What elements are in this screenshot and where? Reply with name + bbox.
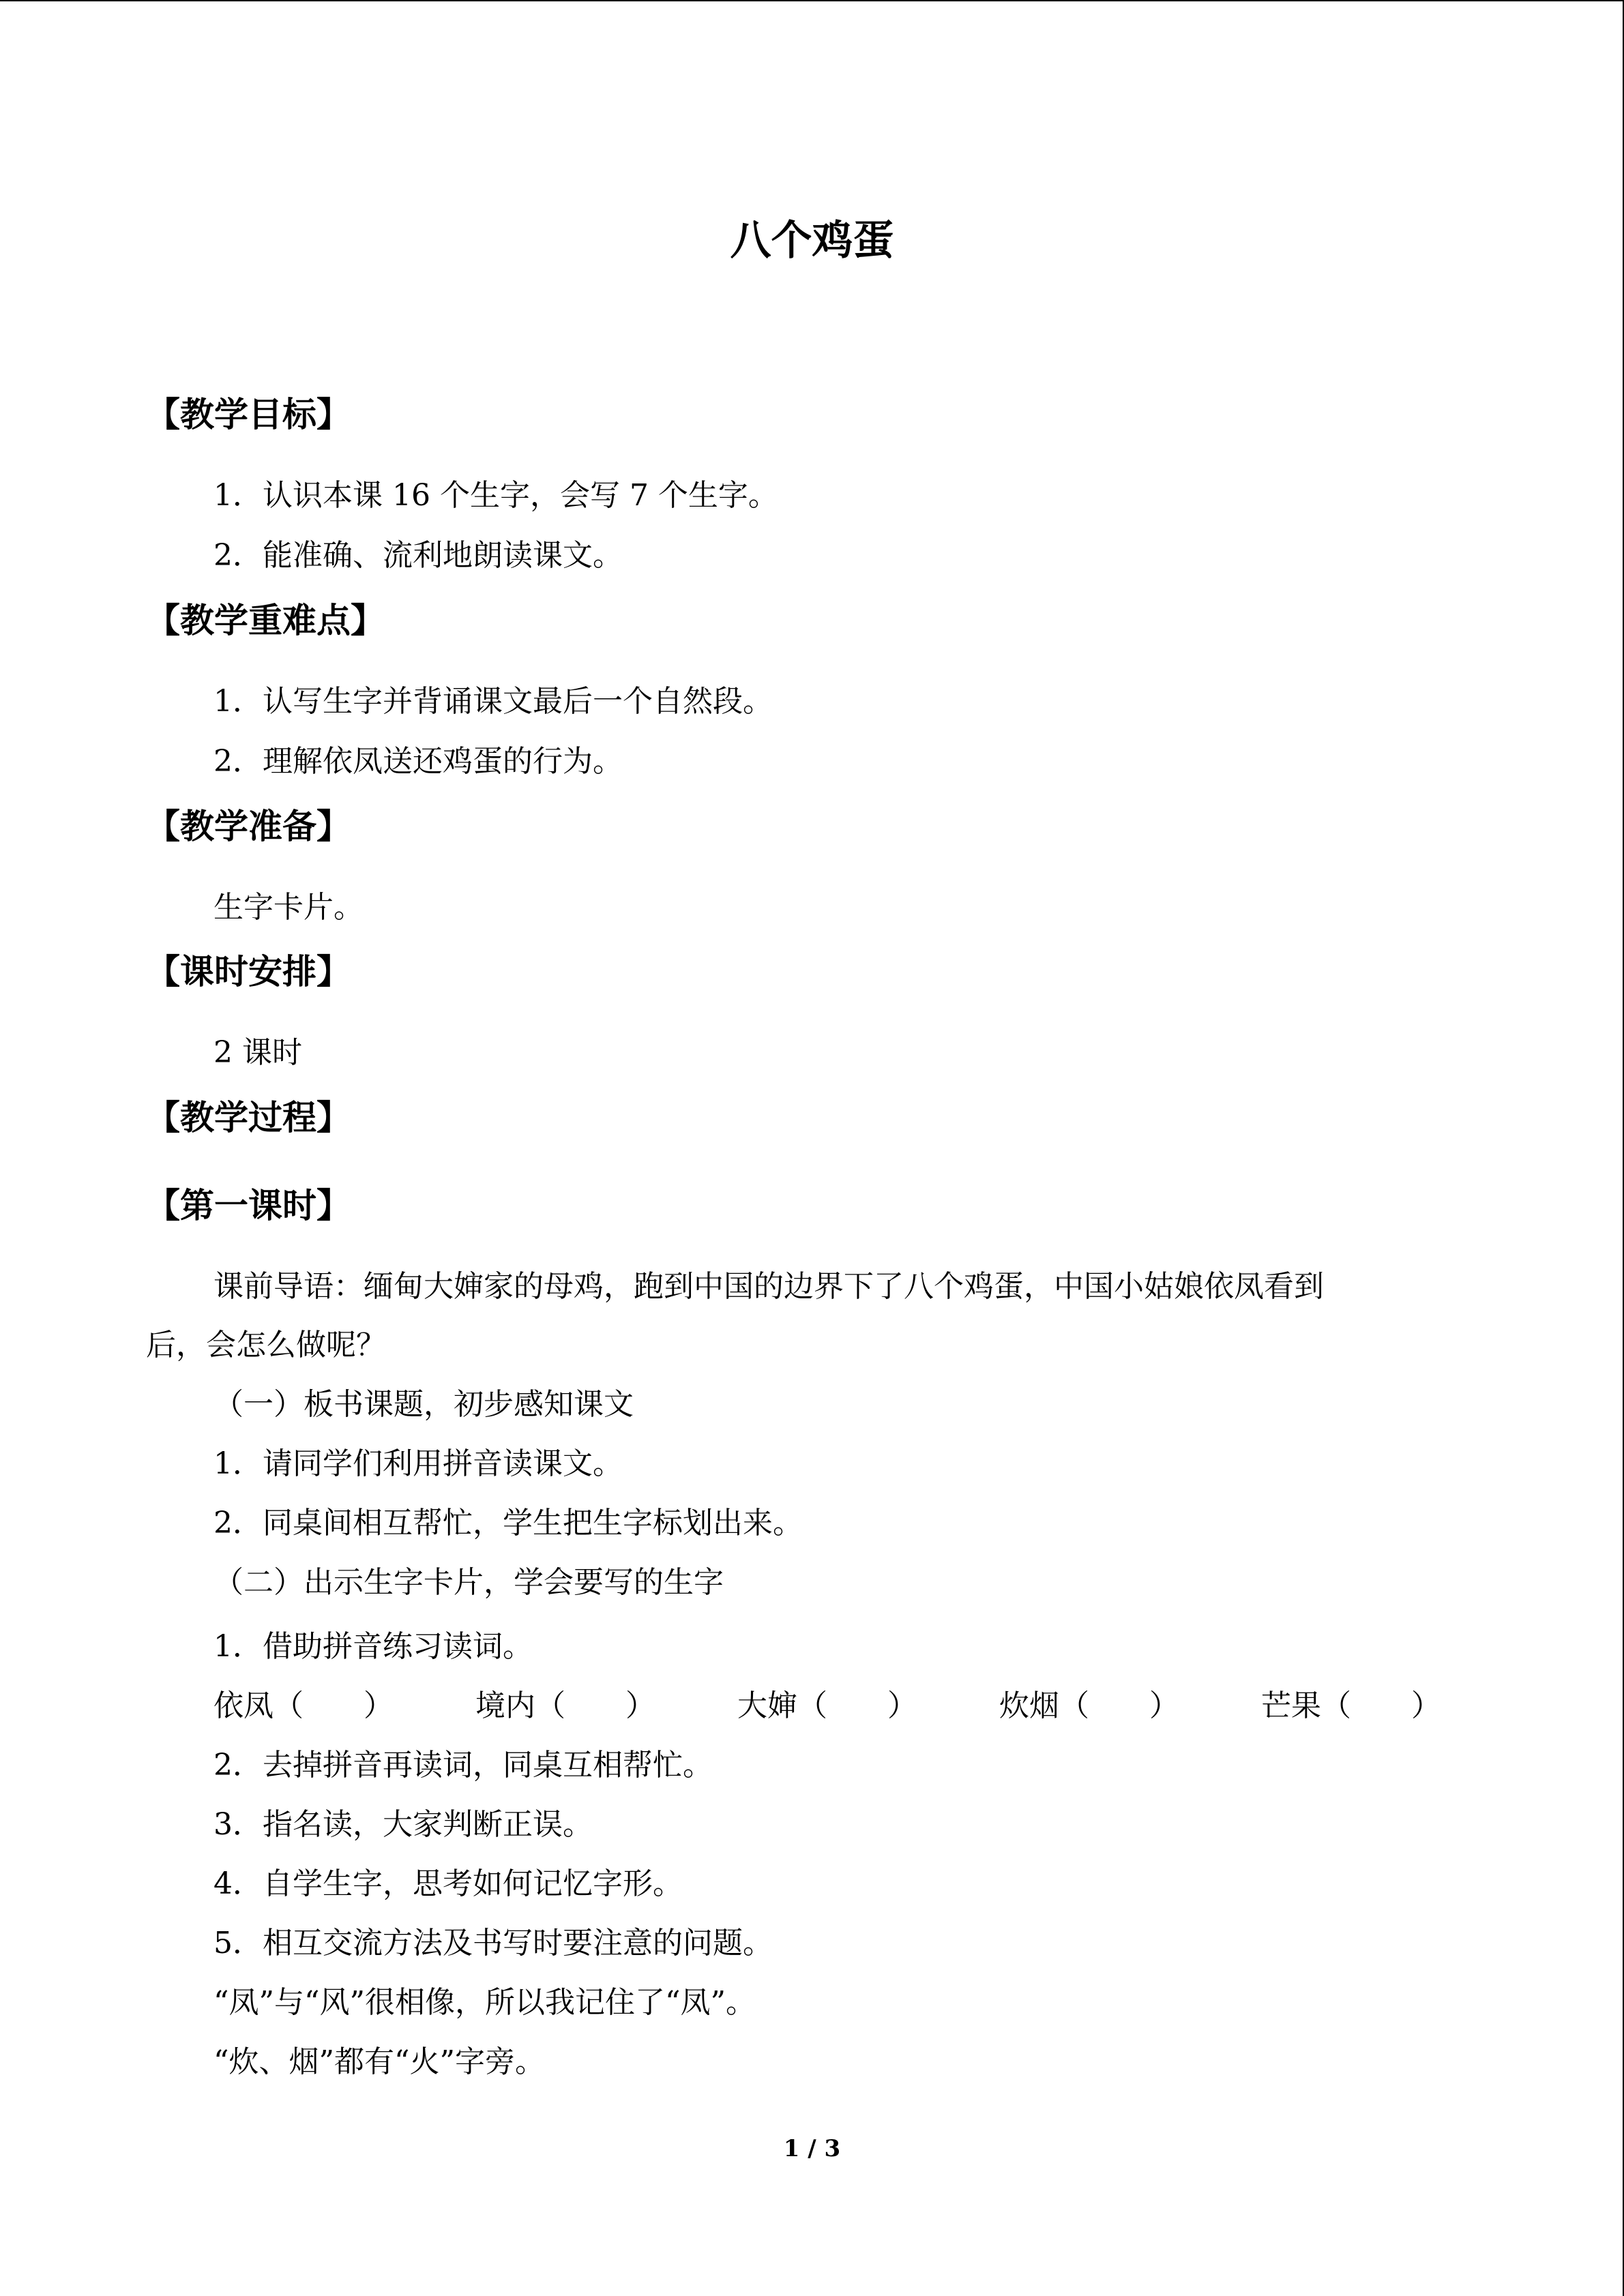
lesson1-part2-item-1: 1．借助拼音练习读词。 xyxy=(213,1629,533,1664)
vocab-item-2: 境内（ ） xyxy=(475,1688,655,1723)
heading-schedule: 【课时安排】 xyxy=(146,952,351,992)
vocab-row xyxy=(213,1684,1448,1728)
objective-item-1: 1．认识本课 16 个生字，会写 7 个生字。 xyxy=(213,478,778,513)
vocab-item-5: 芒果（ ） xyxy=(1261,1688,1441,1723)
objective-item-2: 2．能准确、流利地朗读课文。 xyxy=(213,538,623,573)
lesson1-part2-item-3: 3．指名读，大家判断正误。 xyxy=(213,1807,593,1842)
heading-process: 【教学过程】 xyxy=(146,1098,351,1137)
lesson1-part1-item-2: 2．同桌间相互帮忙，学生把生字标划出来。 xyxy=(213,1506,803,1540)
vocab-item-3: 大婶（ ） xyxy=(737,1688,917,1723)
lesson1-part2-title: （二）出示生字卡片，学会要写的生字 xyxy=(213,1565,724,1600)
schedule-text: 2 课时 xyxy=(213,1035,302,1070)
lesson1-part1-item-1: 1．请同学们利用拼音读课文。 xyxy=(213,1446,623,1481)
heading-lesson-1: 【第一课时】 xyxy=(146,1186,351,1225)
key-point-item-2: 2．理解依凤送还鸡蛋的行为。 xyxy=(213,744,623,779)
lesson1-note-2: “炊、烟”都有“火”字旁。 xyxy=(213,2044,545,2079)
heading-objectives: 【教学目标】 xyxy=(146,395,351,434)
lesson1-part2-item-2: 2．去掉拼音再读词，同桌互相帮忙。 xyxy=(213,1748,713,1783)
vocab-item-4: 炊烟（ ） xyxy=(999,1688,1179,1723)
page-title: 八个鸡蛋 xyxy=(730,217,894,265)
lesson1-part2-item-4: 4．自学生字，思考如何记忆字形。 xyxy=(213,1866,683,1901)
lesson1-intro-line-1: 课前导语：缅甸大婶家的母鸡，跑到中国的边界下了八个鸡蛋，中国小姑娘依凤看到 xyxy=(213,1269,1324,1304)
lesson1-part2-item-5: 5．相互交流方法及书写时要注意的问题。 xyxy=(213,1926,773,1960)
page-number: 1 / 3 xyxy=(783,2135,841,2162)
lesson1-part1-title: （一）板书课题，初步感知课文 xyxy=(213,1387,634,1422)
heading-preparation: 【教学准备】 xyxy=(146,807,351,846)
vocab-item-1: 依凤（ ） xyxy=(213,1688,394,1723)
preparation-text: 生字卡片。 xyxy=(213,890,364,925)
lesson1-intro-line-2: 后，会怎么做呢？ xyxy=(146,1328,386,1362)
key-point-item-1: 1．认写生字并背诵课文最后一个自然段。 xyxy=(213,684,773,719)
heading-key-points: 【教学重难点】 xyxy=(146,601,385,640)
lesson1-note-1: “凤”与“风”很相像，所以我记住了“凤”。 xyxy=(213,1985,756,2020)
